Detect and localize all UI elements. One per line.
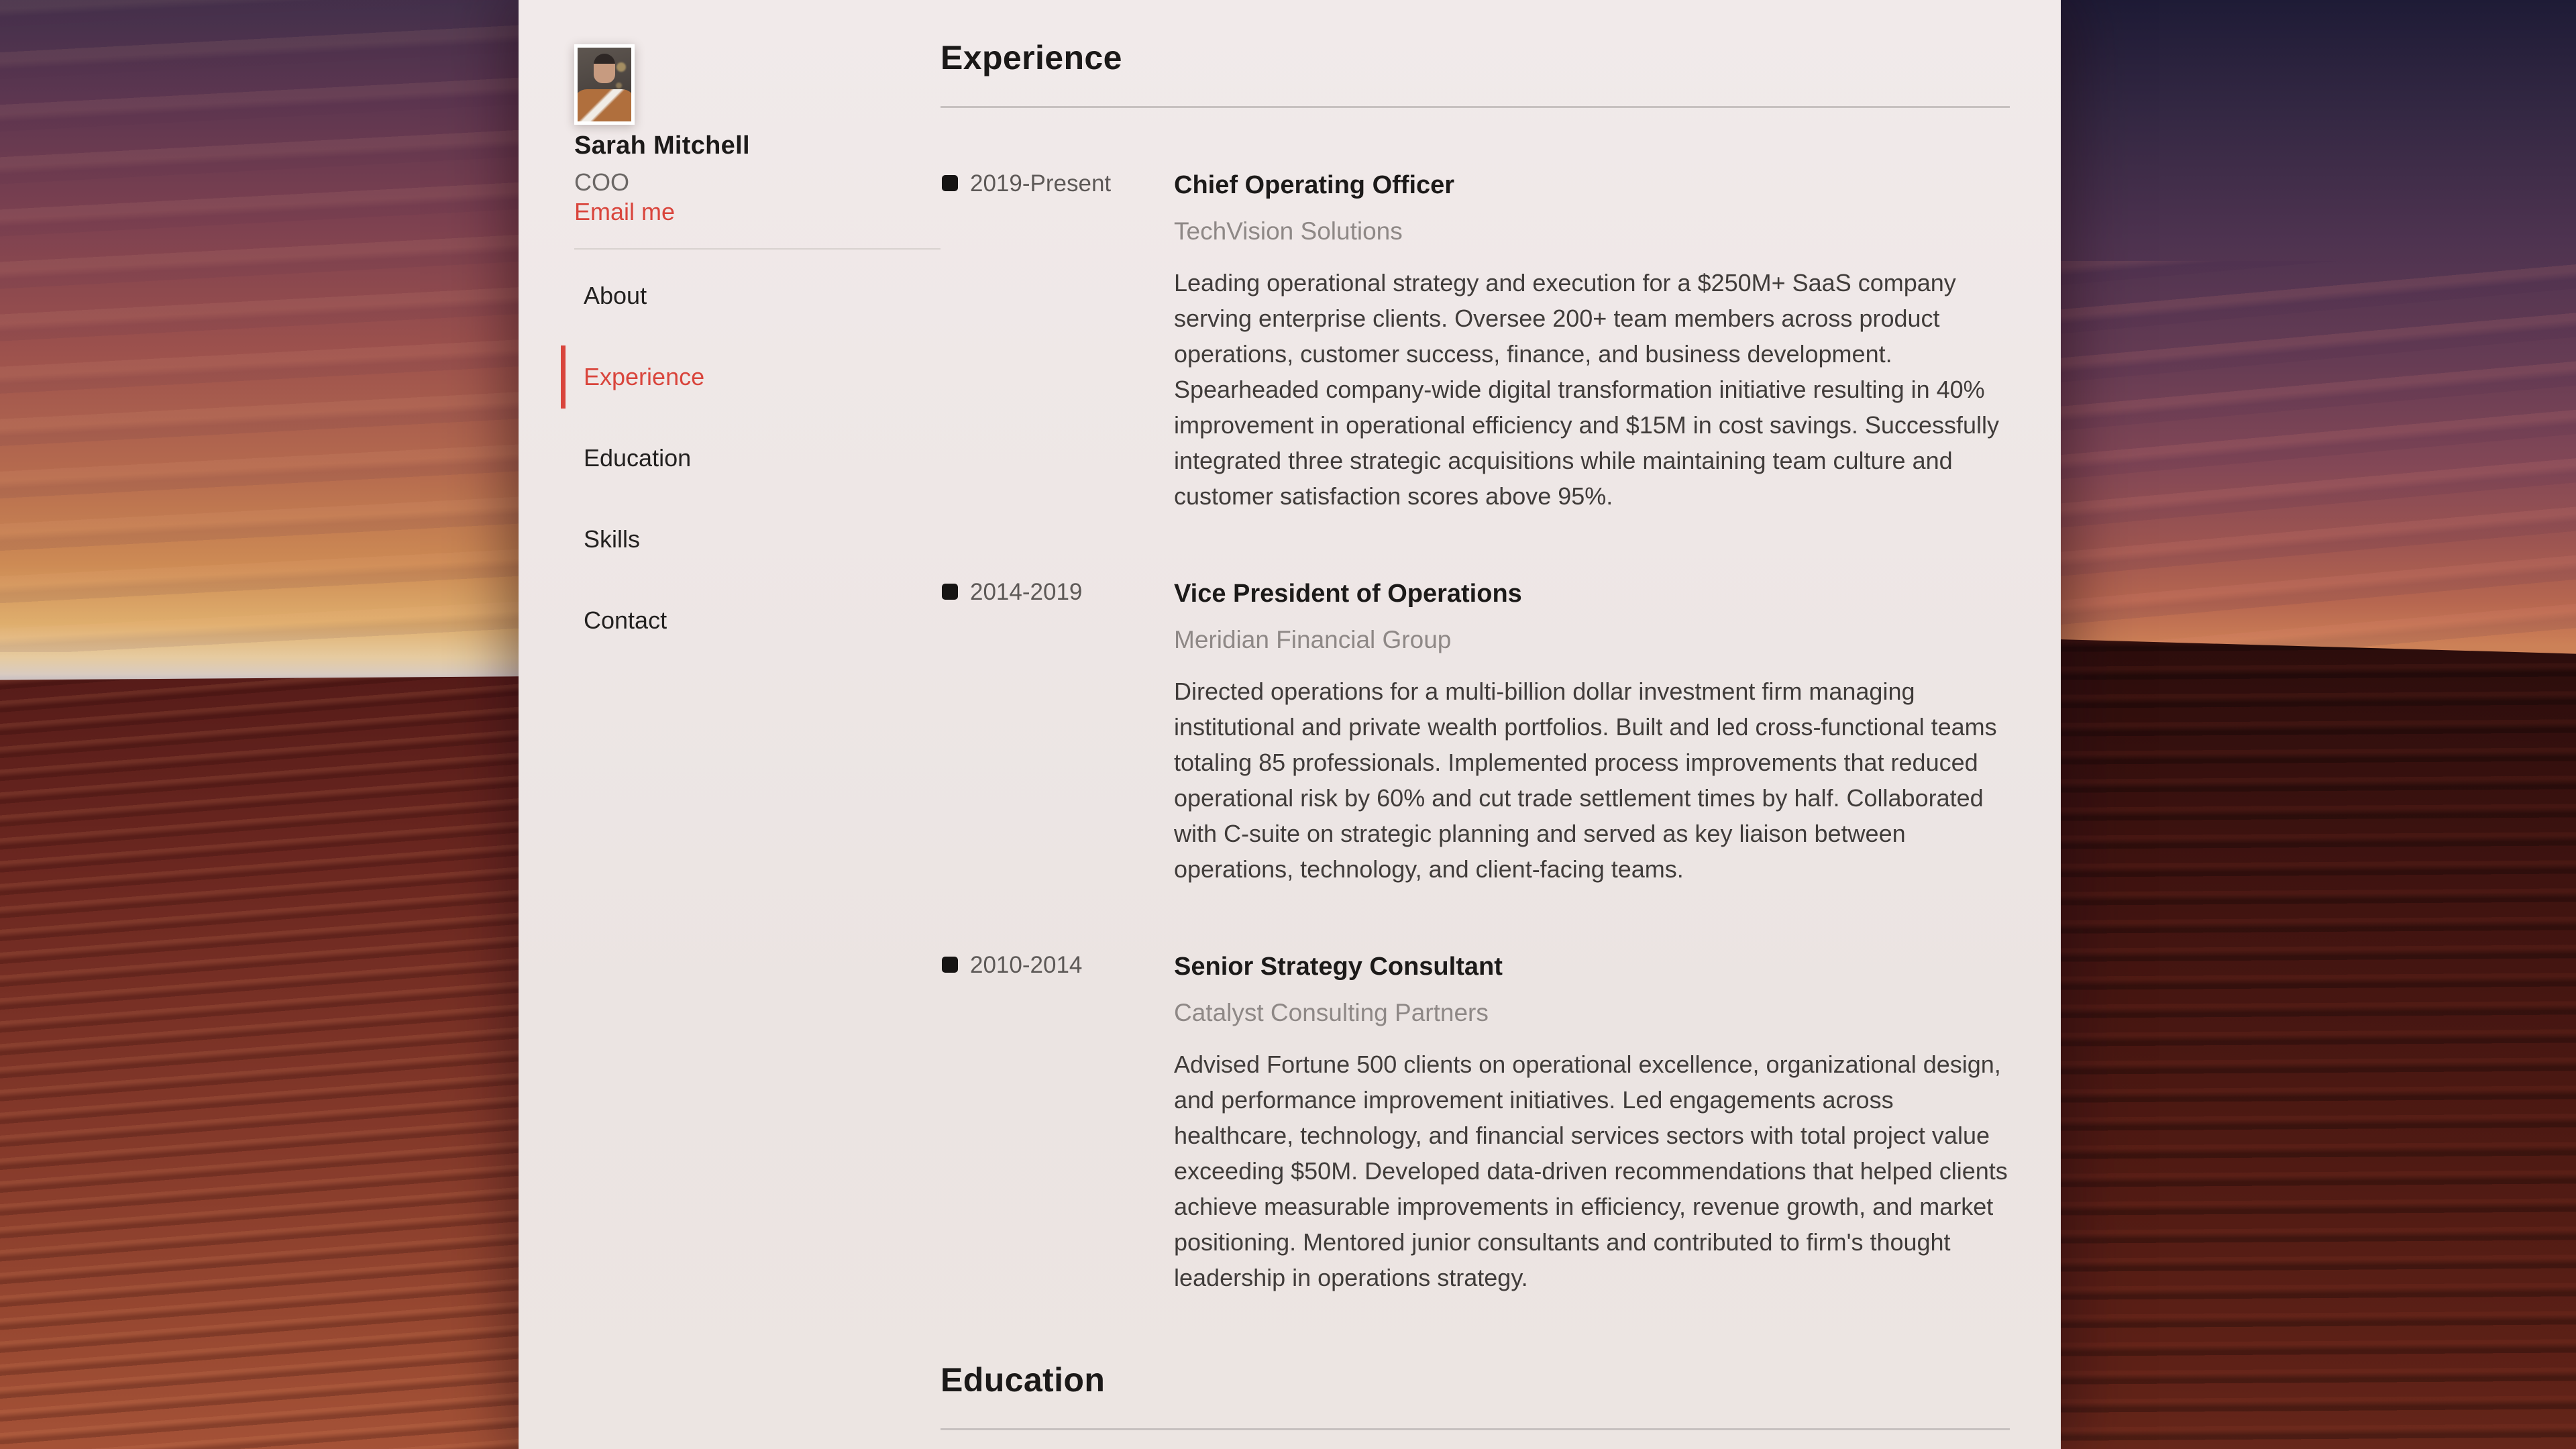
sand-dunes-left bbox=[0, 676, 519, 1449]
sidebar-nav bbox=[574, 264, 941, 652]
profile-photo bbox=[574, 44, 635, 125]
entry-company: Meridian Financial Group bbox=[1174, 626, 1452, 653]
experience-entries bbox=[941, 170, 2010, 1295]
entry-description: Directed operations for a multi-billion dollar investment firm managing institutional and private wealth portfolios. Built and led cross-functional teams totaling 85 professionals. Implemented process improvements that reduced operational risk by 60% and cut trade settlement times by half. Collaborated with C-suite on strategic planning and served as key liaison between operations, technology, and client-facing teams. bbox=[1174, 678, 1997, 883]
photo-portrait-head bbox=[594, 54, 615, 83]
sidebar-item-education[interactable]: Education bbox=[584, 444, 692, 472]
education-heading: Education bbox=[941, 1361, 1106, 1399]
experience-section bbox=[941, 38, 2010, 1295]
entry-body bbox=[1174, 578, 2010, 887]
email-me-link[interactable]: Email me bbox=[574, 198, 676, 225]
entry-period: 2019-Present bbox=[970, 170, 1112, 197]
period-bullet-icon bbox=[942, 584, 958, 600]
experience-entry bbox=[941, 951, 2010, 1295]
photo-bokeh-icon bbox=[616, 83, 622, 89]
background-desert-left bbox=[0, 0, 519, 1449]
entry-company: TechVision Solutions bbox=[1174, 217, 1403, 245]
entry-period-column bbox=[941, 578, 1174, 887]
sidebar-item-about[interactable]: About bbox=[584, 282, 647, 309]
entry-job-title: Chief Operating Officer bbox=[1174, 171, 1455, 199]
entry-body bbox=[1174, 951, 2010, 1295]
sunset-clouds-left bbox=[0, 0, 519, 652]
main-content bbox=[941, 0, 2061, 1449]
experience-heading-divider bbox=[941, 106, 2010, 108]
experience-heading: Experience bbox=[941, 39, 1122, 76]
experience-entry bbox=[941, 170, 2010, 514]
education-heading-divider bbox=[941, 1428, 2010, 1430]
sidebar-divider bbox=[574, 248, 941, 250]
entry-body bbox=[1174, 170, 2010, 514]
entry-period-column bbox=[941, 951, 1174, 1295]
entry-job-title: Vice President of Operations bbox=[1174, 580, 1522, 608]
entry-description: Leading operational strategy and execution for a $250M+ SaaS company serving enterprise clients. Oversee 200+ team members across product operations, customer success, finance, and business development. Spearheaded company-wide digital transformation initiative resulting in 40% improvement in operational efficiency and $15M in cost savings. Successfully integrated three strategic acquisitions while maintaining team culture and customer satisfaction scores above 95%. bbox=[1174, 269, 1999, 510]
sidebar bbox=[519, 0, 941, 1449]
resume-panel bbox=[519, 0, 2061, 1449]
sidebar-item-skills[interactable]: Skills bbox=[584, 525, 641, 553]
profile-role: COO bbox=[574, 168, 630, 196]
entry-job-title: Senior Strategy Consultant bbox=[1174, 953, 1503, 981]
background-desert-right bbox=[2061, 0, 2576, 1449]
photo-bokeh-icon bbox=[616, 62, 626, 72]
entry-period: 2014-2019 bbox=[970, 579, 1083, 605]
entry-period-column bbox=[941, 170, 1174, 514]
photo-portrait-jacket bbox=[574, 89, 635, 124]
entry-description: Advised Fortune 500 clients on operational excellence, organizational design, and performance improvement initiatives. Led engagements across healthcare, technology, and financial services sectors with total project value exceeding $50M. Developed data-driven recommendations that helped clients achieve measurable improvements in efficiency, revenue growth, and market positioning. Mentored junior consultants and contributed to firm's thought leadership in operations strategy. bbox=[1174, 1051, 2008, 1291]
sand-dunes-right bbox=[2061, 639, 2576, 1449]
experience-entry bbox=[941, 578, 2010, 887]
period-bullet-icon bbox=[942, 957, 958, 973]
profile-name: Sarah Mitchell bbox=[574, 131, 750, 160]
entry-company: Catalyst Consulting Partners bbox=[1174, 999, 1489, 1026]
period-bullet-icon bbox=[942, 175, 958, 191]
education-section bbox=[941, 1360, 2010, 1430]
sidebar-item-contact[interactable]: Contact bbox=[584, 606, 667, 634]
sidebar-item-experience[interactable]: Experience bbox=[561, 345, 941, 409]
entry-period: 2010-2014 bbox=[970, 952, 1083, 978]
